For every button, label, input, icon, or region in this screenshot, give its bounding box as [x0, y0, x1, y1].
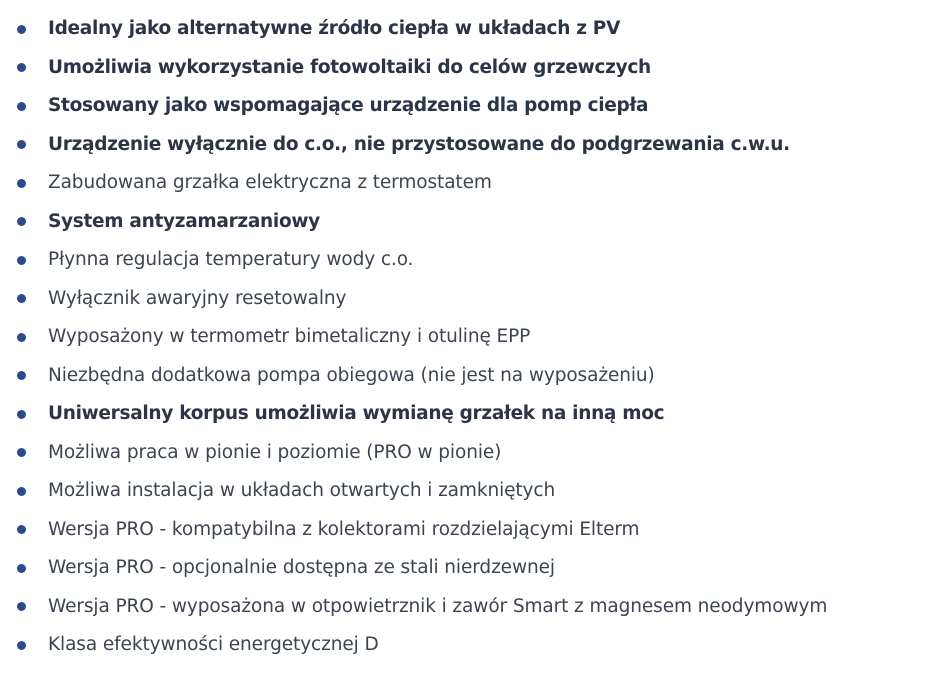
feature-text: Idealny jako alternatywne źródło ciepła w układach z PV: [48, 18, 621, 39]
feature-text: Możliwa instalacja w układach otwartych i zamkniętych: [48, 480, 556, 501]
bullet-dot-icon: [17, 448, 26, 457]
bullet-dot-icon: [17, 140, 26, 149]
bullet-dot-icon: [17, 294, 26, 303]
feature-text: Płynna regulacja temperatury wody c.o.: [48, 249, 414, 270]
list-item: [0, 511, 936, 550]
bullet-dot-icon: [17, 410, 26, 419]
list-item: [0, 357, 936, 396]
feature-text: Stosowany jako wspomagające urządzenie dla pomp ciepła: [48, 95, 649, 116]
bullet-dot-icon: [17, 602, 26, 611]
list-item: [0, 588, 936, 627]
feature-text: Uniwersalny korpus umożliwia wymianę grzałek na inną moc: [48, 403, 665, 424]
feature-text: Wersja PRO - kompatybilna z kolektorami rozdzielającymi Elterm: [48, 518, 640, 540]
bullet-dot-icon: [17, 179, 26, 188]
list-item: [0, 49, 936, 88]
bullet-dot-icon: [17, 564, 26, 573]
list-item: [0, 241, 936, 280]
list-item: [0, 203, 936, 242]
bullet-dot-icon: [17, 63, 26, 72]
feature-list: [0, 10, 936, 665]
list-item: [0, 164, 936, 203]
list-item: [0, 395, 936, 434]
feature-text: Wersja PRO - opcjonalnie dostępna ze stali nierdzewnej: [48, 557, 555, 578]
bullet-dot-icon: [17, 487, 26, 496]
feature-text: System antyzamarzaniowy: [48, 210, 320, 232]
feature-text: Umożliwia wykorzystanie fotowoltaiki do celów grzewczych: [48, 56, 651, 78]
list-item: [0, 434, 936, 473]
feature-text: Wyłącznik awaryjny resetowalny: [48, 287, 347, 309]
feature-text: Niezbędna dodatkowa pompa obiegowa (nie jest na wyposażeniu): [48, 364, 655, 386]
list-item: [0, 626, 936, 665]
feature-text: Zabudowana grzałka elektryczna z termostatem: [48, 172, 492, 193]
list-item: [0, 10, 936, 49]
bullet-dot-icon: [17, 25, 26, 34]
list-item: [0, 87, 936, 126]
list-item: [0, 126, 936, 165]
feature-text: Klasa efektywności energetycznej D: [48, 634, 379, 655]
list-item: [0, 549, 936, 588]
bullet-dot-icon: [17, 102, 26, 111]
feature-text: Możliwa praca w pionie i poziomie (PRO w pionie): [48, 441, 502, 463]
bullet-dot-icon: [17, 333, 26, 342]
bullet-dot-icon: [17, 371, 26, 380]
feature-text: Wyposażony w termometr bimetaliczny i otulinę EPP: [48, 326, 531, 347]
bullet-dot-icon: [17, 525, 26, 534]
feature-text: Wersja PRO - wyposażona w otpowietrznik i zawór Smart z magnesem neodymowym: [48, 595, 828, 617]
bullet-dot-icon: [17, 256, 26, 265]
list-item: [0, 472, 936, 511]
feature-text: Urządzenie wyłącznie do c.o., nie przystosowane do podgrzewania c.w.u.: [48, 133, 790, 155]
bullet-dot-icon: [17, 217, 26, 226]
bullet-dot-icon: [17, 641, 26, 650]
list-item: [0, 318, 936, 357]
list-item: [0, 280, 936, 319]
